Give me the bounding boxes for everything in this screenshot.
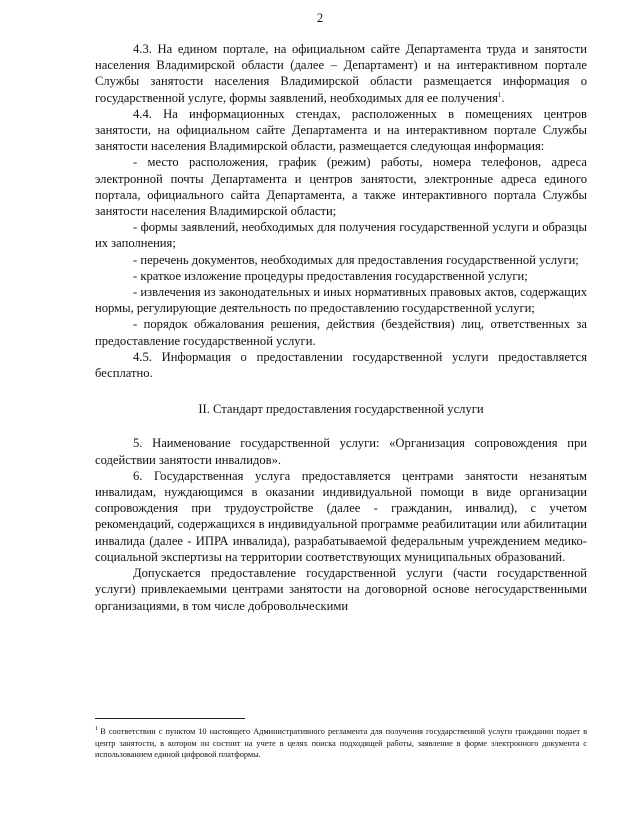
document-body [95,41,587,614]
list-item-extracts: - извлечения из законодательных и иных нормативных правовых актов, содержащих нормы, регулирующие деятельность по предоставлению государственной услуги; [95,285,587,316]
section-heading: II. Стандарт предоставления государственной услуги [198,402,484,417]
footnote-mark: 1 [95,725,99,733]
paragraph-4-3: 4.3. На едином портале, на официальном сайте Департамента труда и занятости населения Владимирской области (далее – Департамент) и на интерактивном портале Службы занятости населения Владимирской области размещается информация о государственной услуге, формы заявлений, необходимых для ее получения$^1$. [95,42,587,105]
footnote [95,726,587,761]
paragraph-4-5: 4.5. Информация о предоставлении государственной услуги предоставляется бесплатно. [95,349,587,381]
list-item-procedure: - краткое изложение процедуры предоставления государственной услуги; [133,268,528,283]
list-item-documents: - перечень документов, необходимых для предоставления государственной услуги; [133,252,579,267]
paragraph-5: 5. Наименование государственной услуги: «Организация сопровождения при содействии занятости инвалидов». [95,436,587,467]
paragraph-admission: Допускается предоставление государственной услуги (части государственной услуги) привлекаемыми центрами занятости на договорной основе негосударственными организациями, в том числе добровольческими [95,566,587,613]
footnote-divider [95,718,245,719]
footnote-text: В соответствии с пунктом 10 настоящего Административного регламента для получения государственной услуги гражданин подает в центр занятости, в котором он состоит на учете в целях поиска подходящей работы, заявление в форме электронного документа с использованием единой цифровой платформы. [95,727,587,759]
list-item-forms: - формы заявлений, необходимых для получения государственной услуги и образцы их заполнения; [95,220,587,251]
footnote-reference: 1 [497,90,502,99]
page-number: 2 [316,11,324,25]
list-item-appeal: - порядок обжалования решения, действия (бездействия) лиц, ответственных за предоставление государственной услуги. [95,317,587,348]
paragraph-6: 6. Государственная услуга предоставляется центрами занятости незанятым инвалидам, нуждающимся в оказании индивидуальной помощи в виде организации сопровождения при трудоустройстве (далее - гражданин, инвалид), с учетом рекомендаций, содержащихся в индивидуальной программе реабилитации или абилитации инвалида (далее - ИПРА инвалида), разрабатываемой федеральным учреждением медико-социальной экспертизы на территории соответствующих муниципальных образований. [95,468,587,564]
paragraph-4-4: 4.4. На информационных стендах, расположенных в помещениях центров занятости, на официальном сайте Департамента и на интерактивном портале Службы занятости населения Владимирской области, размещается следующая информация: [95,106,587,154]
list-item-location: - место расположения, график (режим) работы, номера телефонов, адреса электронной почты Департамента и центров занятости, электронные адреса единого портала, официального сайта Департамента, а также интерактивного портала Службы занятости населения Владимирской области; [95,155,587,219]
